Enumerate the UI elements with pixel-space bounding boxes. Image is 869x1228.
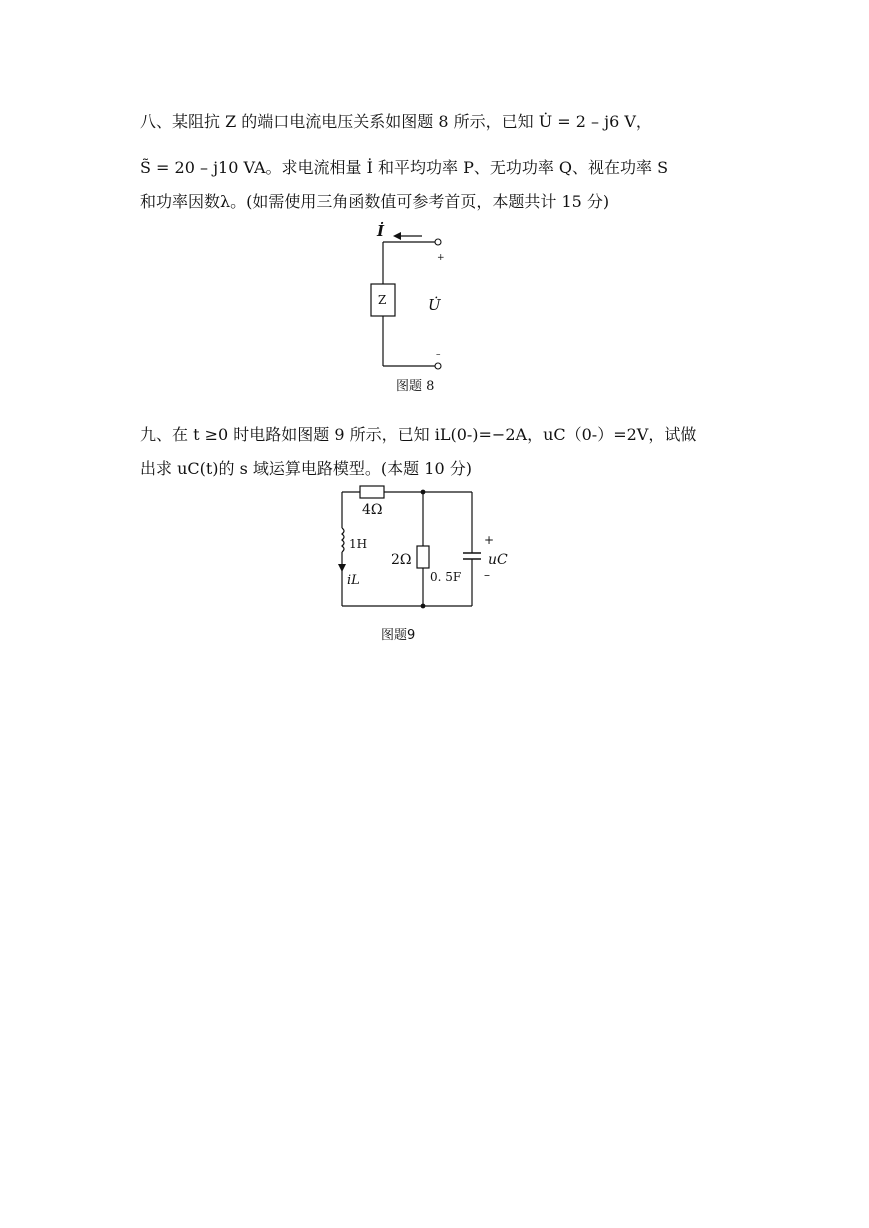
figure-9-circuit xyxy=(330,480,520,620)
fig9-minus-sign: – xyxy=(484,568,490,582)
junction-bottom xyxy=(421,604,426,609)
problem8-line1: 八、某阻抗 Z 的端口电流电压关系如图题 8 所示，已知 U̇ = 2 – j6 V， xyxy=(140,112,652,131)
current-label: İ xyxy=(377,222,385,240)
il-label: iL xyxy=(347,573,360,588)
resistor-4ohm xyxy=(360,486,384,498)
problem9-line1: 九、在 t ≥0 时电路如图题 9 所示，已知 iL(0-)=−2A，uC（0-）=2V，试做 xyxy=(140,425,697,444)
problem8-line3: 和功率因数λ。(如需使用三角函数值可参考首页，本题共计 15 分) xyxy=(140,192,610,211)
fig8-terminal-bottom xyxy=(435,363,441,369)
fig8-plus-sign: + xyxy=(437,253,445,263)
figure-9-caption: 图题9 xyxy=(381,628,416,643)
fig8-terminal-top xyxy=(435,239,441,245)
current-arrow-head xyxy=(393,232,401,240)
capacitor-label: 0. 5F xyxy=(430,570,462,584)
resistor-2ohm xyxy=(417,546,429,568)
inductor-label: 1H xyxy=(349,537,368,551)
impedance-label: Z xyxy=(378,293,387,307)
inductor-coil xyxy=(342,528,344,552)
junction-top xyxy=(421,490,426,495)
r2-label: 2Ω xyxy=(391,552,412,568)
voltage-label: U̇ xyxy=(428,296,441,314)
r1-label: 4Ω xyxy=(362,502,383,518)
fig9-plus-sign: + xyxy=(484,533,495,547)
il-arrow xyxy=(338,564,346,572)
uc-label: uC xyxy=(488,552,508,568)
problem8-line2: S̃ = 20 – j10 VA。求电流相量 İ 和平均功率 P、无功功率 Q、视在功率 S xyxy=(140,158,669,177)
figure-8-caption: 图题 8 xyxy=(396,379,435,394)
fig8-minus-sign: – xyxy=(436,350,441,360)
figure-8-circuit xyxy=(360,222,470,374)
problem9-line2: 出求 uC(t)的 s 域运算电路模型。(本题 10 分) xyxy=(140,459,472,478)
